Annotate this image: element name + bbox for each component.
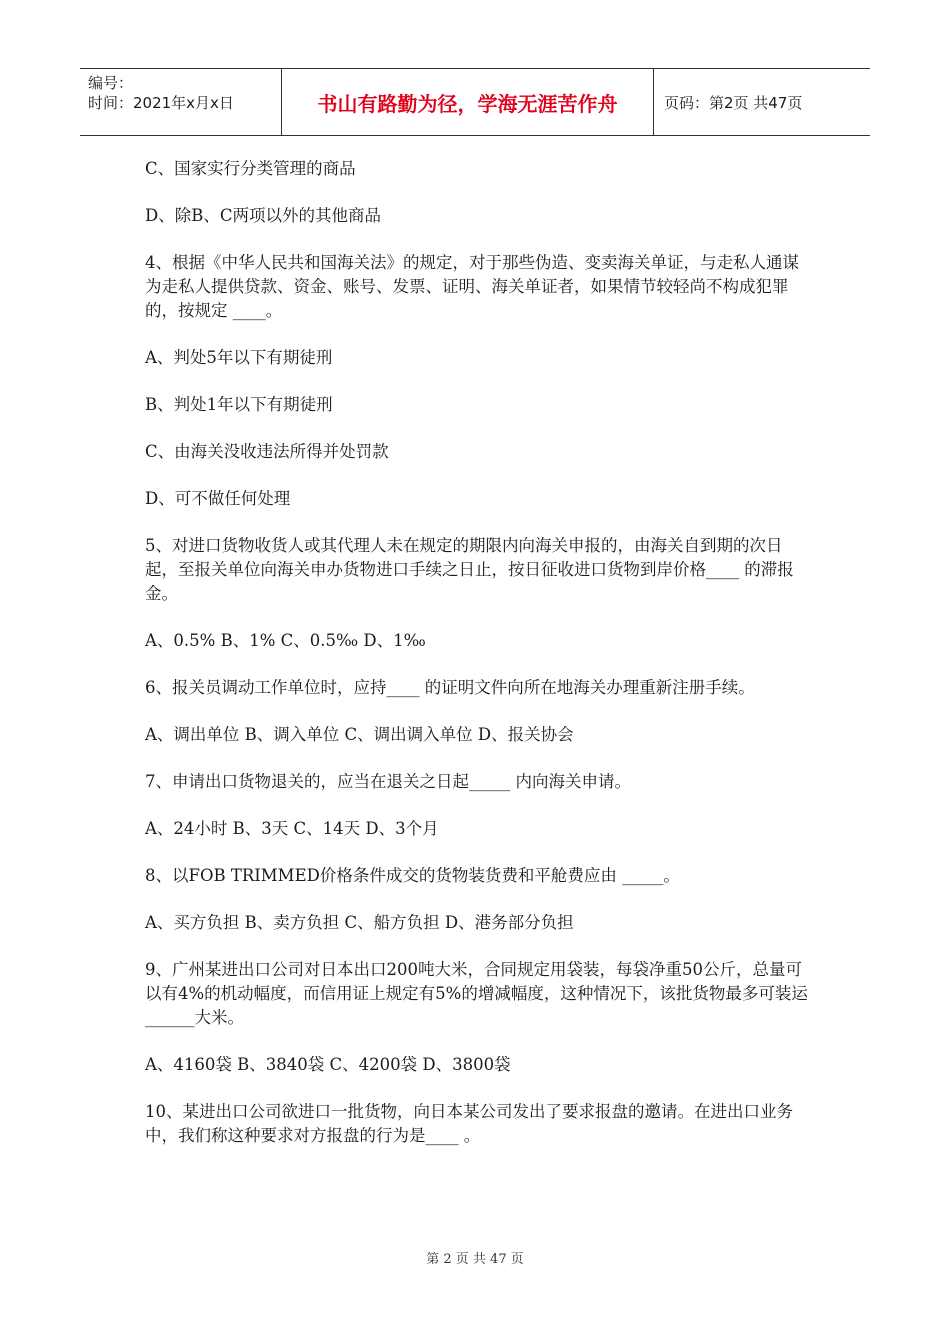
question-6: 6、报关员调动工作单位时，应持____ 的证明文件向所在地海关办理重新注册手续。 <box>145 678 755 697</box>
option-line: C、国家实行分类管理的商品 <box>145 159 356 178</box>
option-line: A、4160袋 B、3840袋 C、4200袋 D、3800袋 <box>145 1055 511 1074</box>
header-motto: 书山有路勤为径，学海无涯苦作舟 <box>282 69 654 135</box>
page-header <box>80 68 870 136</box>
option-line: A、调出单位 B、调入单位 C、调出调入单位 D、报关协会 <box>145 725 574 744</box>
option-line: A、判处5年以下有期徒刑 <box>145 348 333 367</box>
header-meta <box>80 69 282 135</box>
option-line: C、由海关没收违法所得并处罚款 <box>145 442 389 461</box>
option-line: A、买方负担 B、卖方负担 C、船方负担 D、港务部分负担 <box>145 913 574 932</box>
question-8: 8、以FOB TRIMMED价格条件成交的货物装货费和平舱费应由 _____。 <box>145 866 680 885</box>
option-line: D、可不做任何处理 <box>145 489 291 508</box>
question-5: 5、对进口货物收货人或其代理人未在规定的期限内向海关申报的，由海关自到期的次日起，至报关单位向海关申办货物进口手续之日止，按日征收进口货物到岸价格____ 的滞报金。 <box>145 536 794 603</box>
option-line: B、判处1年以下有期徒刑 <box>145 395 333 414</box>
document-body <box>145 157 815 1148</box>
question-7: 7、申请出口货物退关的，应当在退关之日起_____ 内向海关申请。 <box>145 772 631 791</box>
document-date-label: 时间：2021年x月x日 <box>88 94 234 112</box>
header-page-label: 页码：第2页 共47页 <box>664 93 803 112</box>
question-10: 10、某进出口公司欲进口一批货物，向日本某公司发出了要求报盘的邀请。在进出口业务中，我们称这种要求对方报盘的行为是____ 。 <box>145 1102 793 1145</box>
document-number-label: 编号： <box>88 74 134 92</box>
option-line: A、24小时 B、3天 C、14天 D、3个月 <box>145 819 439 838</box>
page-footer: 第 2 页 共 47 页 <box>426 1252 524 1267</box>
option-line: A、0.5% B、1% C、0.5‰ D、1‰ <box>145 631 426 650</box>
question-4: 4、根据《中华人民共和国海关法》的规定，对于那些伪造、变卖海关单证，与走私人通谋为走私人提供贷款、资金、账号、发票、证明、海关单证者，如果情节较轻尚不构成犯罪的，按规定 ____。 <box>145 253 799 320</box>
option-line: D、除B、C两项以外的其他商品 <box>145 206 381 225</box>
question-9: 9、广州某进出口公司对日本出口200吨大米，合同规定用袋装，每袋净重50公斤，总量可以有4%的机动幅度，而信用证上规定有5%的增减幅度，这种情况下，该批货物最多可装运______大米。 <box>145 960 808 1027</box>
